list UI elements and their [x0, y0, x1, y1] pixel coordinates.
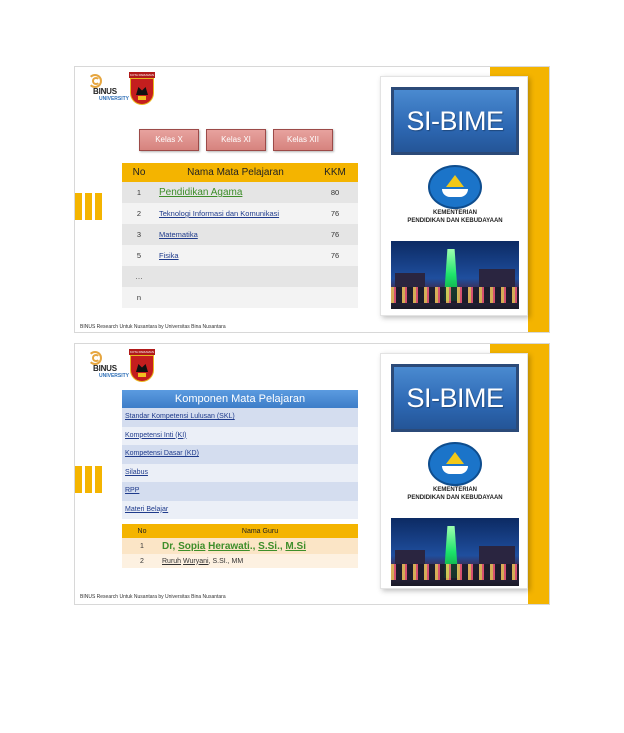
subject-link-fisika[interactable]: Fisika: [159, 251, 179, 260]
branding-panel: [380, 353, 528, 589]
header-nama: Nama Mata Pelajaran: [156, 163, 312, 182]
subject-link-matematika[interactable]: Matematika: [159, 230, 198, 239]
kemendikbud-logo: [381, 165, 529, 227]
crest-band-text: KOTA PARIAMAN: [129, 73, 155, 77]
logos: [85, 72, 155, 110]
cell-no: 3: [122, 224, 156, 245]
table-header-row: [122, 524, 358, 538]
header-kkm: KKM: [312, 163, 358, 182]
cell-kkm: 76: [312, 245, 358, 266]
cell-name: [156, 287, 312, 308]
komponen-link-kd[interactable]: Kompetensi Dasar (KD): [122, 445, 358, 464]
binus-university-text: UNIVERSITY: [99, 373, 130, 379]
komponen-link-silabus[interactable]: Silabus: [122, 464, 358, 483]
kemen-line2: PENDIDIKAN DAN KEBUDAYAAN: [407, 495, 503, 501]
subject-link-agama[interactable]: Pendidikan Agama: [159, 187, 243, 198]
app-title: SI-BIME: [391, 364, 519, 432]
header-no: No: [122, 163, 156, 182]
komponen-title: Komponen Mata Pelajaran: [122, 390, 358, 408]
table-row: [122, 182, 358, 203]
cell-no: 2: [122, 554, 162, 568]
komponen-link-rpp[interactable]: RPP: [122, 482, 358, 501]
kemen-line2: PENDIDIKAN DAN KEBUDAYAAN: [407, 218, 503, 224]
binus-logo-text: BINUS: [93, 87, 117, 96]
cell-no: 1: [122, 538, 162, 554]
tut-wuri-handayani-icon: [428, 442, 482, 486]
cell-kkm: 76: [312, 203, 358, 224]
subject-link-tik[interactable]: Teknologi Informasi dan Komunikasi: [159, 209, 280, 218]
komponen-link-ki[interactable]: Kompetensi Inti (KI): [122, 427, 358, 446]
tut-wuri-handayani-icon: [428, 165, 482, 209]
mata-pelajaran-table: [122, 163, 358, 308]
footer-text: BINUS Research Untuk Nusantara by Universitas Bina Nusantara: [80, 594, 226, 600]
app-title: SI-BIME: [391, 87, 519, 155]
slide-komponen: [74, 343, 550, 605]
cell-kkm: 80: [312, 182, 358, 203]
komponen-link-materi[interactable]: Materi Belajar: [122, 501, 358, 520]
komponen-list: [122, 390, 358, 519]
table-row: [122, 245, 358, 266]
binus-logo: [85, 349, 130, 385]
header-no: No: [122, 524, 162, 538]
cell-name: [156, 266, 312, 287]
table-row: [122, 224, 358, 245]
kelas-x-button[interactable]: Kelas X: [139, 129, 199, 151]
branding-panel: [380, 76, 528, 316]
table-row: [122, 538, 358, 554]
binus-university-text: UNIVERSITY: [99, 96, 130, 102]
table-header-row: [122, 163, 358, 182]
logos: [85, 349, 155, 387]
cell-no: 5: [122, 245, 156, 266]
guru-table: [122, 524, 358, 568]
cell-no: 1: [122, 182, 156, 203]
kemendikbud-logo: [381, 442, 529, 504]
cell-no: 2: [122, 203, 156, 224]
guru-name-2[interactable]: Ruruh Wuryani, S.SI., MM: [162, 554, 358, 568]
decorative-stripes: [75, 466, 105, 493]
decorative-yellow-bar: [528, 344, 550, 604]
komponen-link-skl[interactable]: Standar Kompetensi Lulusan (SKL): [122, 408, 358, 427]
slide-mata-pelajaran: [74, 66, 550, 333]
crest-band-text: KOTA PARIAMAN: [129, 350, 155, 354]
city-monument-photo: [391, 241, 519, 309]
table-row: [122, 287, 358, 308]
city-monument-photo: [391, 518, 519, 586]
kelas-xi-button[interactable]: Kelas XI: [206, 129, 266, 151]
cell-kkm: [312, 266, 358, 287]
binus-logo: [85, 72, 130, 108]
binus-logo-text: BINUS: [93, 364, 117, 373]
cell-no: …: [122, 266, 156, 287]
cell-kkm: 76: [312, 224, 358, 245]
guru-name-1[interactable]: Dr, Sopia Herawati., S.Si., M.Si: [162, 538, 358, 554]
table-row: [122, 266, 358, 287]
pariaman-crest-icon: [129, 349, 155, 385]
kemen-line1: KEMENTERIAN: [432, 487, 477, 493]
decorative-yellow-bar: [528, 67, 550, 332]
table-row: [122, 554, 358, 568]
pariaman-crest-icon: [129, 72, 155, 108]
header-nama-guru: Nama Guru: [162, 524, 358, 538]
footer-text: BINUS Research Untuk Nusantara by Universitas Bina Nusantara: [80, 324, 226, 330]
kemen-line1: KEMENTERIAN: [432, 210, 477, 216]
decorative-stripes: [75, 193, 105, 220]
table-row: [122, 203, 358, 224]
cell-kkm: [312, 287, 358, 308]
cell-no: n: [122, 287, 156, 308]
kelas-xii-button[interactable]: Kelas XII: [273, 129, 333, 151]
